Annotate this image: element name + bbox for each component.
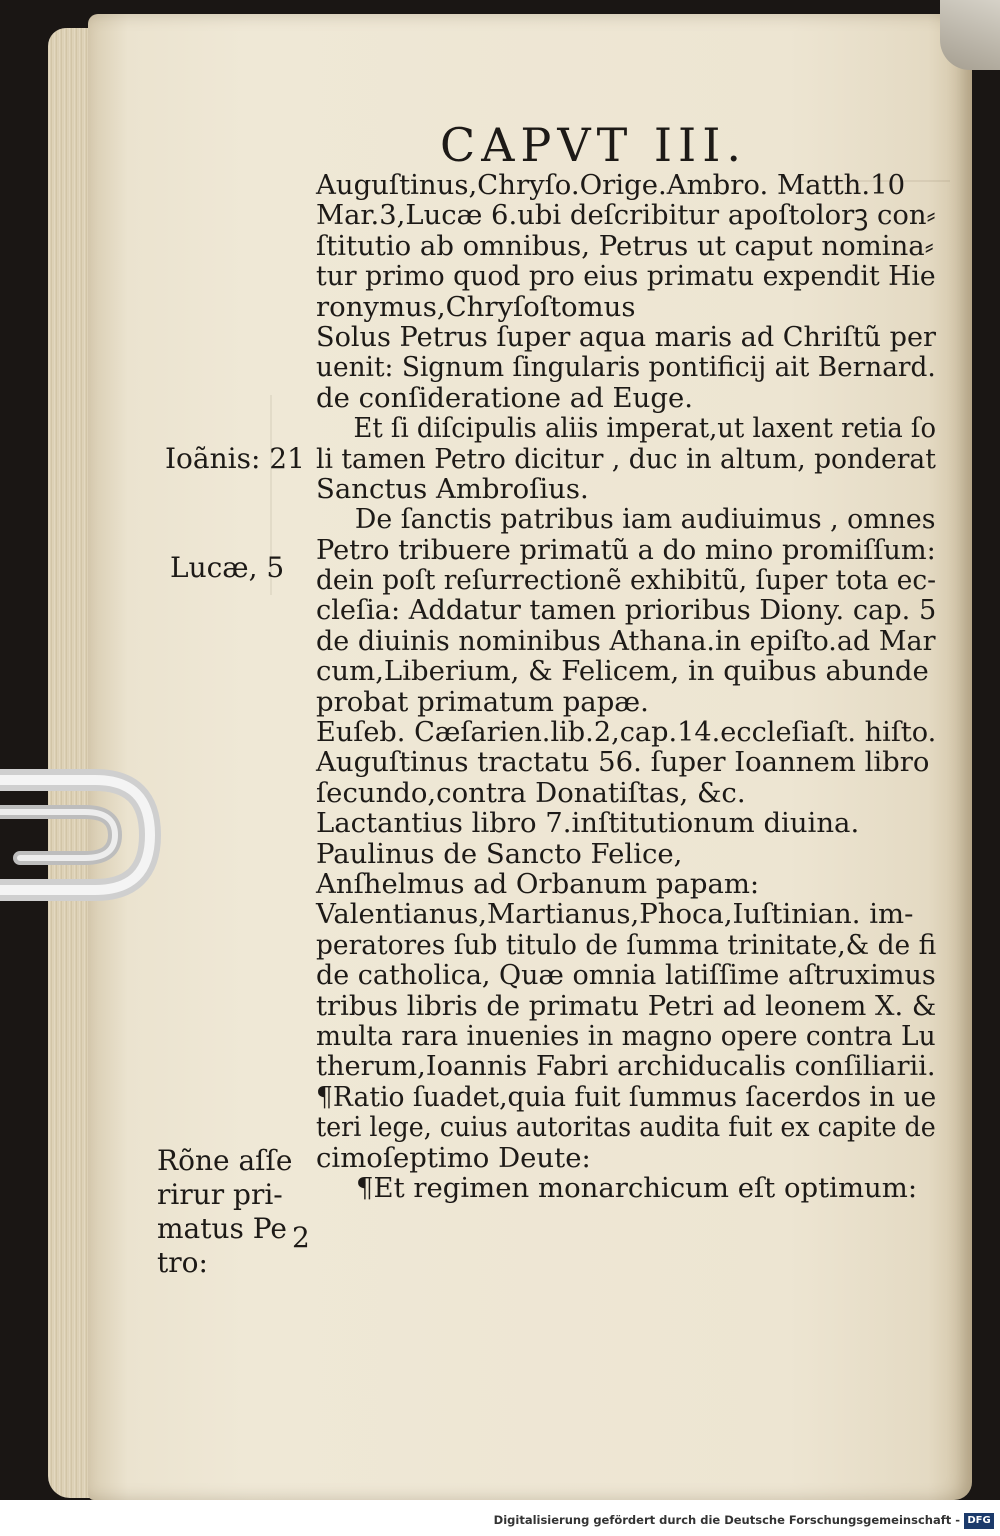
dfg-logo: DFG (964, 1513, 994, 1529)
text-line: Paulinus de Sancto Felice, (316, 837, 683, 870)
text-line: Auguſtinus,Chryſo.Orige.Ambro. Matth.10 (316, 169, 906, 201)
text-line: de diuinis nominibus Athana.in epiſto.ad Mar (316, 624, 936, 657)
text-line: cum,Liberium, & Felicem, in quibus abunde (316, 655, 929, 688)
body-text (316, 170, 936, 1203)
corner-clip (940, 0, 1000, 70)
margin-note: Rõne aſſe (157, 1144, 293, 1177)
text-line: ¶Et regimen monarchicum eſt optimum: (356, 1171, 918, 1204)
text-line: therum,Ioannis Fabri archiducalis conſiliarii. (316, 1050, 936, 1083)
paper-clip-icon (0, 740, 170, 940)
page-heading: CAPVT III. (440, 118, 748, 172)
text-line: Anſhelmus ad Orbanum papam: (316, 867, 760, 900)
text-line: Valentianus,Martianus,Phoca,Iuſtinian. im- (316, 898, 914, 931)
text-line: multa rara inuenies in magno opere contra Lu (316, 1019, 936, 1052)
text-line: uenit: Signum ſingularis pontificij ait Bernard. (316, 351, 936, 384)
text-line: cleſia: Addatur tamen prioribus Diony. cap. 5 (316, 594, 937, 627)
text-line: Auguſtinus tractatu 56. ſuper Ioannem libro (316, 746, 930, 779)
margin-note: tro: (157, 1246, 208, 1279)
text-line: ſecundo,contra Donatiſtas, &c. (316, 776, 746, 809)
text-line: ſtitutio ab omnibus, Petrus ut caput nomina⸗ (316, 229, 934, 262)
text-line: li tamen Petro dicitur , duc in altum, ponderat (316, 442, 936, 475)
text-line: dein poſt reſurrectionẽ exhibitũ, ſuper tota ec- (316, 564, 937, 597)
text-line: Euſeb. Cæſarien.lib.2,cap.14.eccleſiaſt. hiſto. (316, 716, 937, 749)
text-line: Solus Petrus ſuper aqua maris ad Chriſtũ per (316, 320, 936, 353)
text-line: ronymus,Chryſoſtomus (316, 290, 636, 323)
text-line: teri lege, cuius autoritas audita fuit ex capite de (316, 1111, 936, 1144)
margin-note: Lucæ, 5 (170, 551, 285, 584)
margin-note: matus Pe (157, 1212, 287, 1245)
text-line: Petro tribuere primatũ a do mino promiſſum: (316, 533, 936, 566)
text-line: De ſanctis patribus iam audiuimus , omnes (354, 503, 936, 536)
text-line: tur primo quod pro eius primatu expendit Hie (316, 260, 936, 293)
footer-bar (0, 1500, 1000, 1536)
text-line: peratores ſub titulo de ſumma trinitate,& de fi (316, 928, 937, 961)
text-line: tribus libris de primatu Petri ad leonem X. & (316, 989, 937, 1022)
text-line: Et ſi diſcipulis aliis imperat,ut laxent retia ſo (353, 412, 936, 445)
text-line: Sanctus Ambroſius. (316, 472, 589, 505)
margin-note-number: 2 (292, 1221, 310, 1254)
text-line: ¶Ratio ſuadet,quia fuit ſummus ſacerdos in ue (316, 1080, 937, 1113)
text-line: cimoſeptimo Deute: (316, 1141, 591, 1174)
margin-note: rirur pri- (157, 1178, 283, 1211)
margin-note: Ioãnis: 21 (165, 442, 305, 475)
text-line: de conſideratione ad Euge. (316, 381, 693, 414)
text-line: Mar.3,Lucæ 6.ubi deſcribitur apoſtolorꝫ con⸗ (316, 199, 936, 232)
text-line: Lactantius libro 7.inſtitutionum diuina. (316, 807, 860, 840)
text-line: probat primatum papæ. (316, 685, 649, 718)
footer-credit: Digitalisierung gefördert durch die Deutsche Forschungsgemeinschaft - (493, 1513, 960, 1527)
text-line: de catholica, Quæ omnia latiſſime aſtruximus (316, 959, 936, 992)
